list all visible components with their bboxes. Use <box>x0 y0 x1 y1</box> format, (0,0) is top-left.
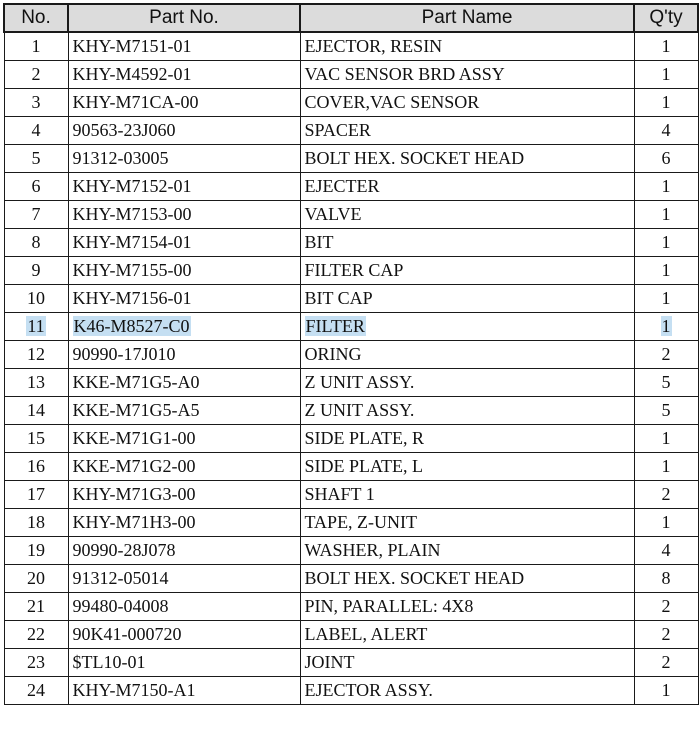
cell-no-text: 22 <box>27 624 45 644</box>
cell-no <box>4 593 68 621</box>
cell-no <box>4 89 68 117</box>
cell-qty <box>634 173 698 201</box>
cell-part-name-text: BOLT HEX. SOCKET HEAD <box>304 568 525 588</box>
cell-part-name <box>300 649 634 677</box>
cell-part-no <box>68 173 300 201</box>
cell-qty <box>634 341 698 369</box>
cell-qty-text: 1 <box>661 512 671 532</box>
cell-part-no-text: KHY-M7152-01 <box>72 176 192 196</box>
cell-part-no-text: KKE-M71G2-00 <box>72 456 196 476</box>
table-row <box>4 257 698 285</box>
cell-no-text: 17 <box>27 484 45 504</box>
cell-part-name <box>300 481 634 509</box>
cell-part-no-text: KHY-M4592-01 <box>72 64 192 84</box>
cell-qty <box>634 397 698 425</box>
cell-qty-text: 1 <box>661 680 671 700</box>
cell-part-name-text: SPACER <box>304 120 371 140</box>
cell-no-text: 6 <box>31 176 41 196</box>
cell-no-text: 5 <box>31 148 41 168</box>
cell-no <box>4 229 68 257</box>
cell-qty-text: 5 <box>661 400 671 420</box>
parts-list-sheet <box>3 3 697 705</box>
cell-part-no <box>68 565 300 593</box>
cell-part-no <box>68 341 300 369</box>
cell-part-name-text: ORING <box>304 344 362 364</box>
header-part-no: Part No. <box>68 4 300 32</box>
cell-part-no <box>68 397 300 425</box>
table-row <box>4 453 698 481</box>
cell-no-text: 24 <box>27 680 45 700</box>
cell-part-name-text: WASHER, PLAIN <box>304 540 441 560</box>
cell-qty-text: 1 <box>661 36 671 56</box>
cell-part-no-text: KKE-M71G5-A0 <box>72 372 200 392</box>
cell-qty-text: 1 <box>661 92 671 112</box>
cell-no <box>4 145 68 173</box>
cell-no-text: 1 <box>31 36 41 56</box>
cell-part-name-text: TAPE, Z-UNIT <box>304 512 418 532</box>
cell-qty-text: 2 <box>661 344 671 364</box>
cell-no <box>4 425 68 453</box>
cell-no <box>4 285 68 313</box>
cell-no-text: 3 <box>31 92 41 112</box>
cell-qty <box>634 257 698 285</box>
cell-part-no <box>68 257 300 285</box>
cell-qty-text: 8 <box>661 568 671 588</box>
cell-part-name-text: Z UNIT ASSY. <box>304 372 415 392</box>
cell-qty <box>634 649 698 677</box>
cell-qty <box>634 201 698 229</box>
table-row <box>4 509 698 537</box>
table-row <box>4 677 698 705</box>
table-row <box>4 229 698 257</box>
cell-no <box>4 621 68 649</box>
cell-part-no-text: 99480-04008 <box>72 596 169 616</box>
table-row <box>4 649 698 677</box>
cell-part-name <box>300 229 634 257</box>
table-row <box>4 369 698 397</box>
cell-qty <box>634 285 698 313</box>
cell-part-no <box>68 369 300 397</box>
cell-no <box>4 453 68 481</box>
cell-qty <box>634 89 698 117</box>
cell-qty-text: 4 <box>661 540 671 560</box>
table-row <box>4 117 698 145</box>
cell-part-no-text: KHY-M7151-01 <box>72 36 192 56</box>
table-row <box>4 313 698 341</box>
cell-part-name-text: LABEL, ALERT <box>304 624 428 644</box>
table-row <box>4 593 698 621</box>
table-row <box>4 145 698 173</box>
cell-qty-text: 1 <box>661 288 671 308</box>
cell-qty-text: 2 <box>661 652 671 672</box>
cell-no-text: 23 <box>27 652 45 672</box>
cell-no <box>4 117 68 145</box>
cell-no <box>4 32 68 61</box>
cell-qty <box>634 61 698 89</box>
cell-part-no <box>68 453 300 481</box>
cell-no-text: 7 <box>31 204 41 224</box>
cell-no <box>4 649 68 677</box>
cell-part-name <box>300 89 634 117</box>
cell-part-name <box>300 173 634 201</box>
cell-qty <box>634 677 698 705</box>
cell-no-text: 19 <box>27 540 45 560</box>
cell-no <box>4 369 68 397</box>
cell-part-name <box>300 61 634 89</box>
table-row <box>4 397 698 425</box>
cell-qty <box>634 537 698 565</box>
cell-qty <box>634 313 698 341</box>
cell-part-no-text: KHY-M71CA-00 <box>72 92 199 112</box>
cell-no <box>4 565 68 593</box>
cell-qty <box>634 145 698 173</box>
cell-qty <box>634 621 698 649</box>
cell-no <box>4 397 68 425</box>
cell-qty <box>634 509 698 537</box>
table-row <box>4 61 698 89</box>
cell-part-name-text: EJECTOR, RESIN <box>304 36 443 56</box>
cell-part-no-text: 90563-23J060 <box>72 120 176 140</box>
cell-part-no-text: KHY-M71H3-00 <box>72 512 196 532</box>
cell-part-no <box>68 677 300 705</box>
cell-part-no-text: KHY-M7154-01 <box>72 232 192 252</box>
cell-part-no <box>68 61 300 89</box>
cell-part-no-text: 90990-17J010 <box>72 344 176 364</box>
cell-no-text: 21 <box>27 596 45 616</box>
cell-qty <box>634 453 698 481</box>
cell-part-name <box>300 593 634 621</box>
cell-qty-text: 1 <box>661 176 671 196</box>
cell-no <box>4 61 68 89</box>
cell-part-no <box>68 229 300 257</box>
cell-qty-text: 1 <box>661 232 671 252</box>
cell-part-name-text: BIT CAP <box>304 288 373 308</box>
cell-part-name-text: FILTER CAP <box>304 260 404 280</box>
cell-part-no <box>68 145 300 173</box>
cell-no <box>4 173 68 201</box>
cell-no <box>4 257 68 285</box>
cell-part-name <box>300 453 634 481</box>
parts-table <box>3 3 699 705</box>
cell-no <box>4 201 68 229</box>
cell-part-name-text: COVER,VAC SENSOR <box>304 92 480 112</box>
cell-qty-text: 2 <box>661 596 671 616</box>
cell-qty <box>634 593 698 621</box>
table-row <box>4 341 698 369</box>
table-row <box>4 537 698 565</box>
cell-qty <box>634 425 698 453</box>
cell-qty-text: 6 <box>661 148 671 168</box>
cell-part-name-text: BIT <box>304 232 334 252</box>
cell-qty <box>634 117 698 145</box>
cell-qty <box>634 481 698 509</box>
table-row <box>4 201 698 229</box>
cell-part-no <box>68 481 300 509</box>
cell-no-text: 10 <box>27 288 45 308</box>
cell-part-no-text: KHY-M7153-00 <box>72 204 192 224</box>
cell-part-name-text: EJECTER <box>304 176 380 196</box>
header-qty: Q'ty <box>634 4 698 32</box>
cell-part-no <box>68 425 300 453</box>
cell-part-no-text: 90990-28J078 <box>72 540 176 560</box>
cell-part-no-text: KHY-M7150-A1 <box>72 680 196 700</box>
cell-part-name-text: SHAFT 1 <box>304 484 375 504</box>
cell-qty-text: 1 <box>661 64 671 84</box>
cell-no <box>4 313 68 341</box>
cell-part-name <box>300 677 634 705</box>
cell-no <box>4 341 68 369</box>
cell-part-name-text: BOLT HEX. SOCKET HEAD <box>304 148 525 168</box>
cell-no <box>4 509 68 537</box>
cell-part-no <box>68 537 300 565</box>
cell-part-name <box>300 117 634 145</box>
cell-part-name-text: VALVE <box>304 204 362 224</box>
cell-qty <box>634 229 698 257</box>
cell-qty-text: 1 <box>661 456 671 476</box>
cell-qty-text: 1 <box>661 260 671 280</box>
cell-part-name-text: Z UNIT ASSY. <box>304 400 415 420</box>
cell-no <box>4 537 68 565</box>
cell-part-no-text: KKE-M71G1-00 <box>72 428 196 448</box>
table-row <box>4 285 698 313</box>
cell-part-name <box>300 285 634 313</box>
table-row <box>4 32 698 61</box>
cell-no <box>4 677 68 705</box>
header-part-name: Part Name <box>300 4 634 32</box>
cell-no-text: 20 <box>27 568 45 588</box>
table-row <box>4 425 698 453</box>
cell-part-name-text: VAC SENSOR BRD ASSY <box>304 64 505 84</box>
cell-part-no-text: KHY-M7156-01 <box>72 288 192 308</box>
cell-qty <box>634 369 698 397</box>
cell-part-no-text: $TL10-01 <box>72 652 146 672</box>
cell-part-no-text: 91312-05014 <box>72 568 169 588</box>
cell-part-no-text: KHY-M71G3-00 <box>72 484 196 504</box>
cell-no-text: 15 <box>27 428 45 448</box>
cell-part-name-text: EJECTOR ASSY. <box>304 680 433 700</box>
cell-no-text: 12 <box>27 344 45 364</box>
cell-part-no <box>68 593 300 621</box>
cell-no-text: 18 <box>27 512 45 532</box>
cell-part-no <box>68 509 300 537</box>
cell-part-no-text: KKE-M71G5-A5 <box>72 400 200 420</box>
cell-part-name <box>300 565 634 593</box>
cell-part-name-text: PIN, PARALLEL: 4X8 <box>304 596 474 616</box>
cell-no-text: 11 <box>27 316 45 336</box>
cell-part-name <box>300 313 634 341</box>
cell-part-name <box>300 509 634 537</box>
cell-part-no-text: K46-M8527-C0 <box>73 316 190 336</box>
cell-part-name <box>300 257 634 285</box>
table-body <box>4 32 698 705</box>
cell-no-text: 13 <box>27 372 45 392</box>
header-no: No. <box>4 4 68 32</box>
cell-part-no <box>68 89 300 117</box>
cell-part-name-text: FILTER <box>305 316 365 336</box>
cell-part-no <box>68 313 300 341</box>
table-row <box>4 89 698 117</box>
cell-no-text: 16 <box>27 456 45 476</box>
cell-no-text: 8 <box>31 232 41 252</box>
cell-no-text: 9 <box>31 260 41 280</box>
cell-qty-text: 1 <box>661 428 671 448</box>
cell-no-text: 2 <box>31 64 41 84</box>
cell-qty <box>634 565 698 593</box>
cell-part-name-text: SIDE PLATE, L <box>304 456 423 476</box>
cell-part-name <box>300 369 634 397</box>
cell-part-name-text: SIDE PLATE, R <box>304 428 425 448</box>
table-header-row <box>4 4 698 32</box>
table-row <box>4 621 698 649</box>
cell-part-no-text: KHY-M7155-00 <box>72 260 192 280</box>
cell-part-name <box>300 201 634 229</box>
cell-part-name <box>300 425 634 453</box>
cell-qty-text: 1 <box>661 316 671 336</box>
cell-part-no <box>68 117 300 145</box>
cell-part-no <box>68 621 300 649</box>
cell-part-no <box>68 649 300 677</box>
cell-no-text: 4 <box>31 120 41 140</box>
cell-part-name <box>300 537 634 565</box>
cell-part-name <box>300 341 634 369</box>
cell-part-no <box>68 285 300 313</box>
cell-qty <box>634 32 698 61</box>
cell-part-no <box>68 32 300 61</box>
cell-part-name-text: JOINT <box>304 652 355 672</box>
cell-part-no <box>68 201 300 229</box>
cell-qty-text: 5 <box>661 372 671 392</box>
cell-part-name <box>300 32 634 61</box>
cell-qty-text: 4 <box>661 120 671 140</box>
cell-qty-text: 2 <box>661 624 671 644</box>
cell-part-name <box>300 145 634 173</box>
cell-no-text: 14 <box>27 400 45 420</box>
cell-qty-text: 1 <box>661 204 671 224</box>
table-row <box>4 173 698 201</box>
cell-part-name <box>300 621 634 649</box>
cell-part-no-text: 90K41-000720 <box>72 624 182 644</box>
cell-part-no-text: 91312-03005 <box>72 148 169 168</box>
cell-qty-text: 2 <box>661 484 671 504</box>
table-row <box>4 481 698 509</box>
cell-no <box>4 481 68 509</box>
cell-part-name <box>300 397 634 425</box>
table-row <box>4 565 698 593</box>
